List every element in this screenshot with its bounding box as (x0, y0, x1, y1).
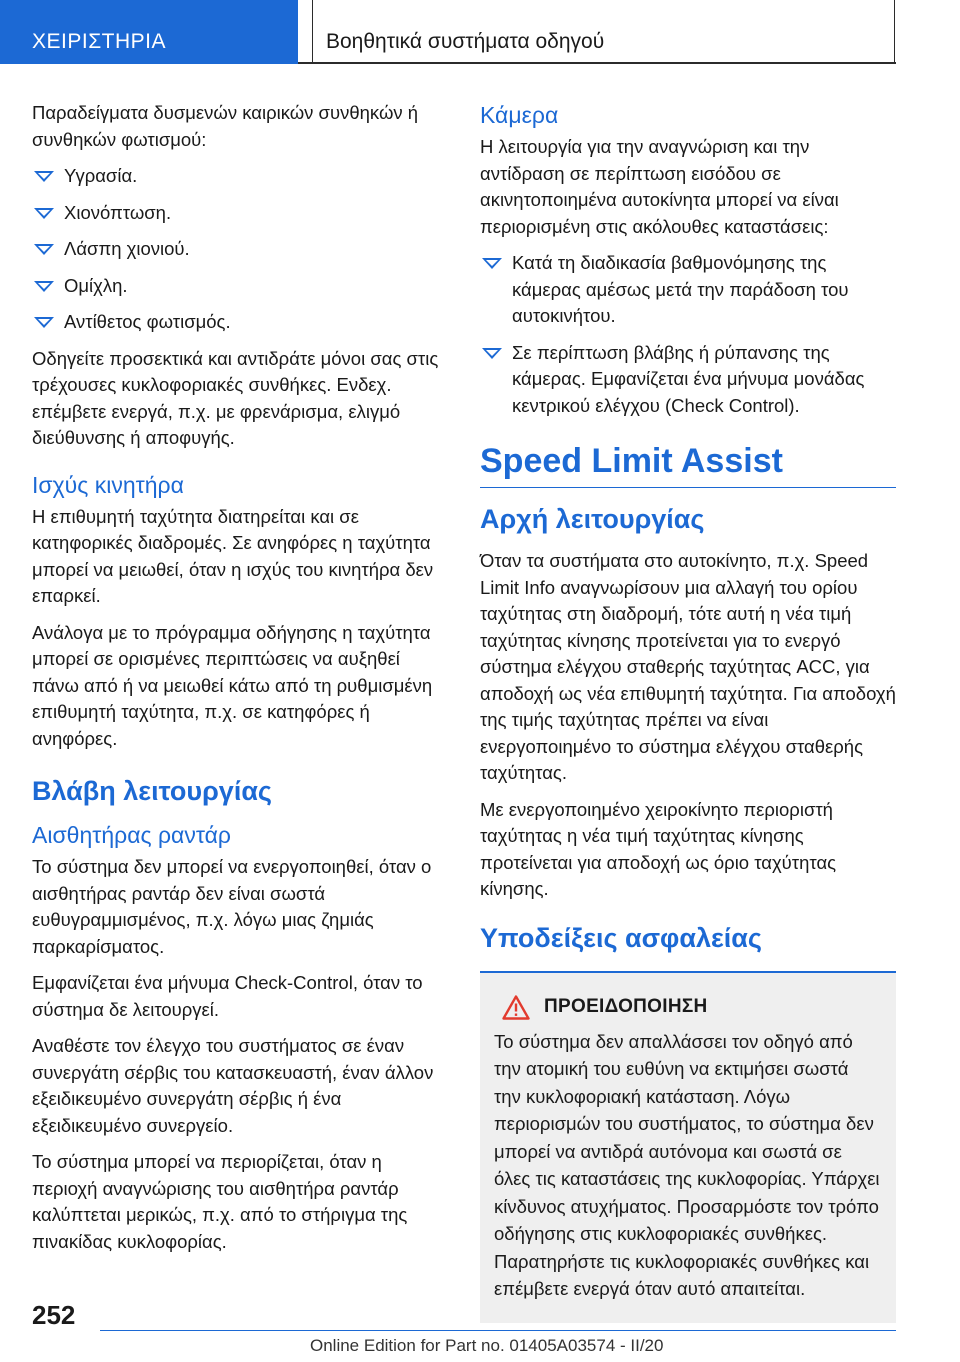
list-item: Κατά τη διαδικασία βαθμονόμησης της κάμερας αμέσως μετά την παράδοση του αυτοκινήτου. (480, 250, 896, 330)
warning-triangle-icon (502, 995, 530, 1020)
principle-heading: Αρχή λειτουργίας (480, 504, 705, 534)
warning-box (480, 971, 896, 1323)
radar-paragraph-4: Το σύστημα μπορεί να περιορίζεται, όταν η περιοχή αναγνώρισης του αισθητήρα ραντάρ καλύπτεται μερικώς, π.χ. από το στήριγμα της πινακίδας κυκλοφορίας. (32, 1151, 408, 1252)
footer-rule (100, 1330, 896, 1331)
warning-label: ΠΡΟΕΙΔΟΠΟΙΗΣΗ (544, 996, 708, 1017)
conditions-list (32, 163, 448, 336)
edition-text: Online Edition for Part no. 01405A03574 - II/20 (310, 1336, 664, 1355)
list-item: Ομίχλη. (32, 273, 448, 300)
speed-limit-assist-heading: Speed Limit Assist (480, 441, 896, 488)
malfunction-heading: Βλάβη λειτουργίας (32, 776, 272, 806)
radar-paragraph-1: Το σύστημα δεν μπορεί να ενεργοποιηθεί, όταν ο αισθητήρας ραντάρ δεν είναι σωστά ευθυγραμμισμένος, π.χ. λόγω μιας ζημιάς παρκαρίσματος. (32, 856, 432, 957)
principle-paragraph-1: Όταν τα συστήματα στο αυτοκίνητο, π.χ. Speed Limit Info αναγνωρίσουν μια αλλαγή του ορίου ταχύτητας στη διαδρομή, τότε αυτή η νέα τιμή ταχύτητας κίνησης προτείνεται για το ενεργό σύστημα ελέγχου σταθερής ταχύτητας ACC, για αποδοχή ως νέα επιθυμητή ταχύτητα. Για αποδοχή της τιμής ταχύτητας πρέπει να είναι ενεργοποιημένο το σύστημα ελέγχου σταθερής ταχύτητας. (480, 550, 896, 783)
page-number: 252 (32, 1300, 76, 1330)
engine-power-paragraph-2: Ανάλογα με το πρόγραμμα οδήγησης η ταχύτητα μπορεί σε ορισμένες περιπτώσεις να αυξηθεί πάνω από ή να μειωθεί κάτω από τη ρυθμισμένη επιθυμητή ταχύτητα, π.χ. σε κατηφόρες ή ανηφόρες. (32, 621, 433, 749)
radar-heading: Αισθητήρας ραντάρ (32, 822, 231, 848)
header-rule (298, 62, 896, 64)
left-column (32, 100, 448, 1265)
list-item: Λάσπη χιονιού. (32, 236, 448, 263)
principle-paragraph-2: Με ενεργοποιημένο χειροκίνητο περιοριστή ταχύτητας η νέα τιμή ταχύτητας κίνησης προτείνεται για αποδοχή ως όριο ταχύτητας κίνησης. (480, 798, 837, 899)
radar-paragraph-3: Αναθέστε τον έλεγχο του συστήματος σε έναν συνεργάτη σέρβις του κατασκευαστή, έναν άλλον εξειδικευμένο συνεργάτη σέρβις ή ένα εξειδικευμένο συνεργείο. (32, 1035, 434, 1136)
list-item: Αντίθετος φωτισμός. (32, 309, 448, 336)
section-tab[interactable] (0, 0, 298, 64)
warning-header (494, 995, 880, 1020)
section-tab-label: ΧΕΙΡΙΣΤΗΡΙΑ (32, 30, 167, 53)
engine-power-paragraph-1: Η επιθυμητή ταχύτητα διατηρείται και σε κατηφορικές διαδρομές. Σε ανηφόρες η ταχύτητα μπορεί να μειωθεί, όταν η ισχύς του κινητήρα δεν επαρκεί. (32, 505, 434, 606)
conditions-intro: Παραδείγματα δυσμενών καιρικών συνθηκών ή συνθηκών φωτισμού: (32, 102, 419, 150)
header-divider (312, 0, 313, 64)
list-item: Υγρασία. (32, 163, 448, 190)
drive-careful-paragraph: Οδηγείτε προσεκτικά και αντιδράτε μόνοι σας στις τρέχουσες κυκλοφοριακές συνθήκες. Ενδεχ. επέμβετε ενεργά, π.χ. με φρενάρισμα, ελιγμό διεύθυνσης ή αποφυγής. (32, 347, 439, 448)
radar-paragraph-2: Εμφανίζεται ένα μήνυμα Check-Control, όταν το σύστημα δε λειτουργεί. (32, 972, 423, 1020)
right-column (480, 100, 896, 1323)
warning-text: Το σύστημα δεν απαλλάσσει τον οδηγό από την ατομική του ευθύνη να εκτιμήσει σωστά την κυκλοφοριακή κατάσταση. Λόγω περιορισμών του συστήματος, το σύστημα δεν μπορεί να αντιδρά αυτόνομα και σωστά σε όλες τις καταστάσεις της κυκλοφορίας. Υπάρχει κίνδυνος ατυχήματος. Προσαρμόστε τον τρόπο οδήγησης στις κυκλοφοριακές συνθήκες. Παρατηρήστε τις κυκλοφοριακές συνθήκες και επέμβετε ενεργά όταν αυτό απαιτείται. (494, 1030, 880, 1299)
camera-paragraph: Η λειτουργία για την αναγνώριση και την αντίδραση σε περίπτωση εισόδου σε ακινητοποιημένα αυτοκίνητα μπορεί να είναι περιορισμένη στις ακόλουθες καταστάσεις: (480, 136, 839, 237)
engine-power-heading: Ισχύς κινητήρα (32, 471, 184, 498)
chapter-title: Βοηθητικά συστήματα οδηγού (326, 30, 605, 53)
list-item: Χιονόπτωση. (32, 200, 448, 227)
safety-heading: Υποδείξεις ασφαλείας (480, 922, 762, 953)
header-divider-right (894, 0, 895, 64)
camera-heading: Κάμερα (480, 102, 559, 128)
camera-list (480, 250, 896, 419)
list-item: Σε περίπτωση βλάβης ή ρύπανσης της κάμερας. Εμφανίζεται ένα μήνυμα μονάδας κεντρικού ελέγχου (Check Control). (480, 340, 896, 420)
